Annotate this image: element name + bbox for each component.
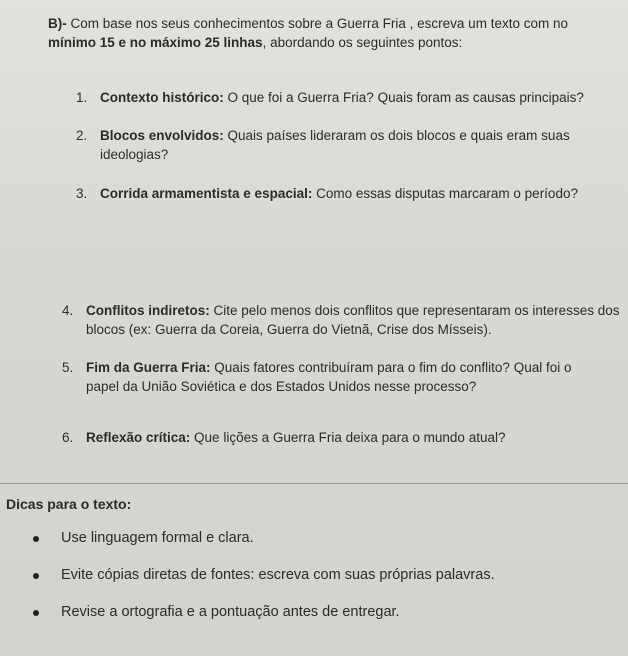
topic-question: Que lições a Guerra Fria deixa para o mundo atual? bbox=[190, 430, 506, 445]
assignment-instructions bbox=[48, 14, 618, 52]
topic-number: 1. bbox=[76, 90, 88, 105]
topic-item-5 bbox=[62, 358, 602, 396]
topic-title: Corrida armamentista e espacial: bbox=[100, 186, 313, 201]
topic-title: Reflexão crítica: bbox=[86, 430, 191, 445]
topic-title: Conflitos indiretos: bbox=[86, 303, 210, 318]
topic-item-3 bbox=[76, 184, 616, 203]
topic-item-6 bbox=[62, 428, 602, 447]
tips-heading: Dicas para o texto: bbox=[6, 496, 132, 512]
topic-question: Cite pelo menos dois conflitos que representaram os interesses dos blocos (ex: Guerra da Coreia, Guerra do Vietnã, Crise dos Mísseis). bbox=[86, 303, 620, 337]
topic-question: Como essas disputas marcaram o período? bbox=[312, 186, 578, 201]
topic-question: O que foi a Guerra Fria? Quais foram as causas principais? bbox=[223, 90, 584, 105]
instructions-text-start: Com base nos seus conhecimentos sobre a Guerra Fria , escreva um texto com no bbox=[66, 16, 568, 31]
assignment-label: B)- bbox=[48, 16, 67, 31]
topic-title: Fim da Guerra Fria: bbox=[86, 360, 211, 375]
section-divider bbox=[0, 483, 628, 484]
topic-number: 3. bbox=[76, 186, 88, 201]
bullet-icon bbox=[33, 610, 39, 616]
bullet-icon bbox=[33, 573, 39, 579]
instructions-text-end: , abordando os seguintes pontos: bbox=[262, 35, 463, 50]
topic-number: 4. bbox=[62, 303, 74, 318]
topic-number: 5. bbox=[62, 360, 74, 375]
bullet-icon bbox=[33, 536, 39, 542]
tip-text: Revise a ortografia e a pontuação antes de entregar. bbox=[61, 604, 400, 620]
topic-question: Quais países lideraram os dois blocos e quais eram suas ideologias? bbox=[100, 128, 570, 162]
tip-text: Evite cópias diretas de fontes: escreva com suas próprias palavras. bbox=[61, 567, 495, 583]
line-count-requirement: mínimo 15 e no máximo 25 linhas bbox=[48, 35, 263, 50]
topic-question: Quais fatores contribuíram para o fim do conflito? Qual foi o papel da União Soviética e dos Estados Unidos nesse processo? bbox=[86, 360, 572, 394]
topic-title: Blocos envolvidos: bbox=[100, 128, 224, 143]
topic-title: Contexto histórico: bbox=[100, 90, 224, 105]
topic-number: 2. bbox=[76, 128, 88, 143]
topic-number: 6. bbox=[62, 430, 74, 445]
tip-text: Use linguagem formal e clara. bbox=[61, 530, 254, 546]
topic-item-4 bbox=[62, 301, 622, 339]
topic-item-2 bbox=[76, 126, 606, 164]
topic-item-1 bbox=[76, 88, 616, 107]
